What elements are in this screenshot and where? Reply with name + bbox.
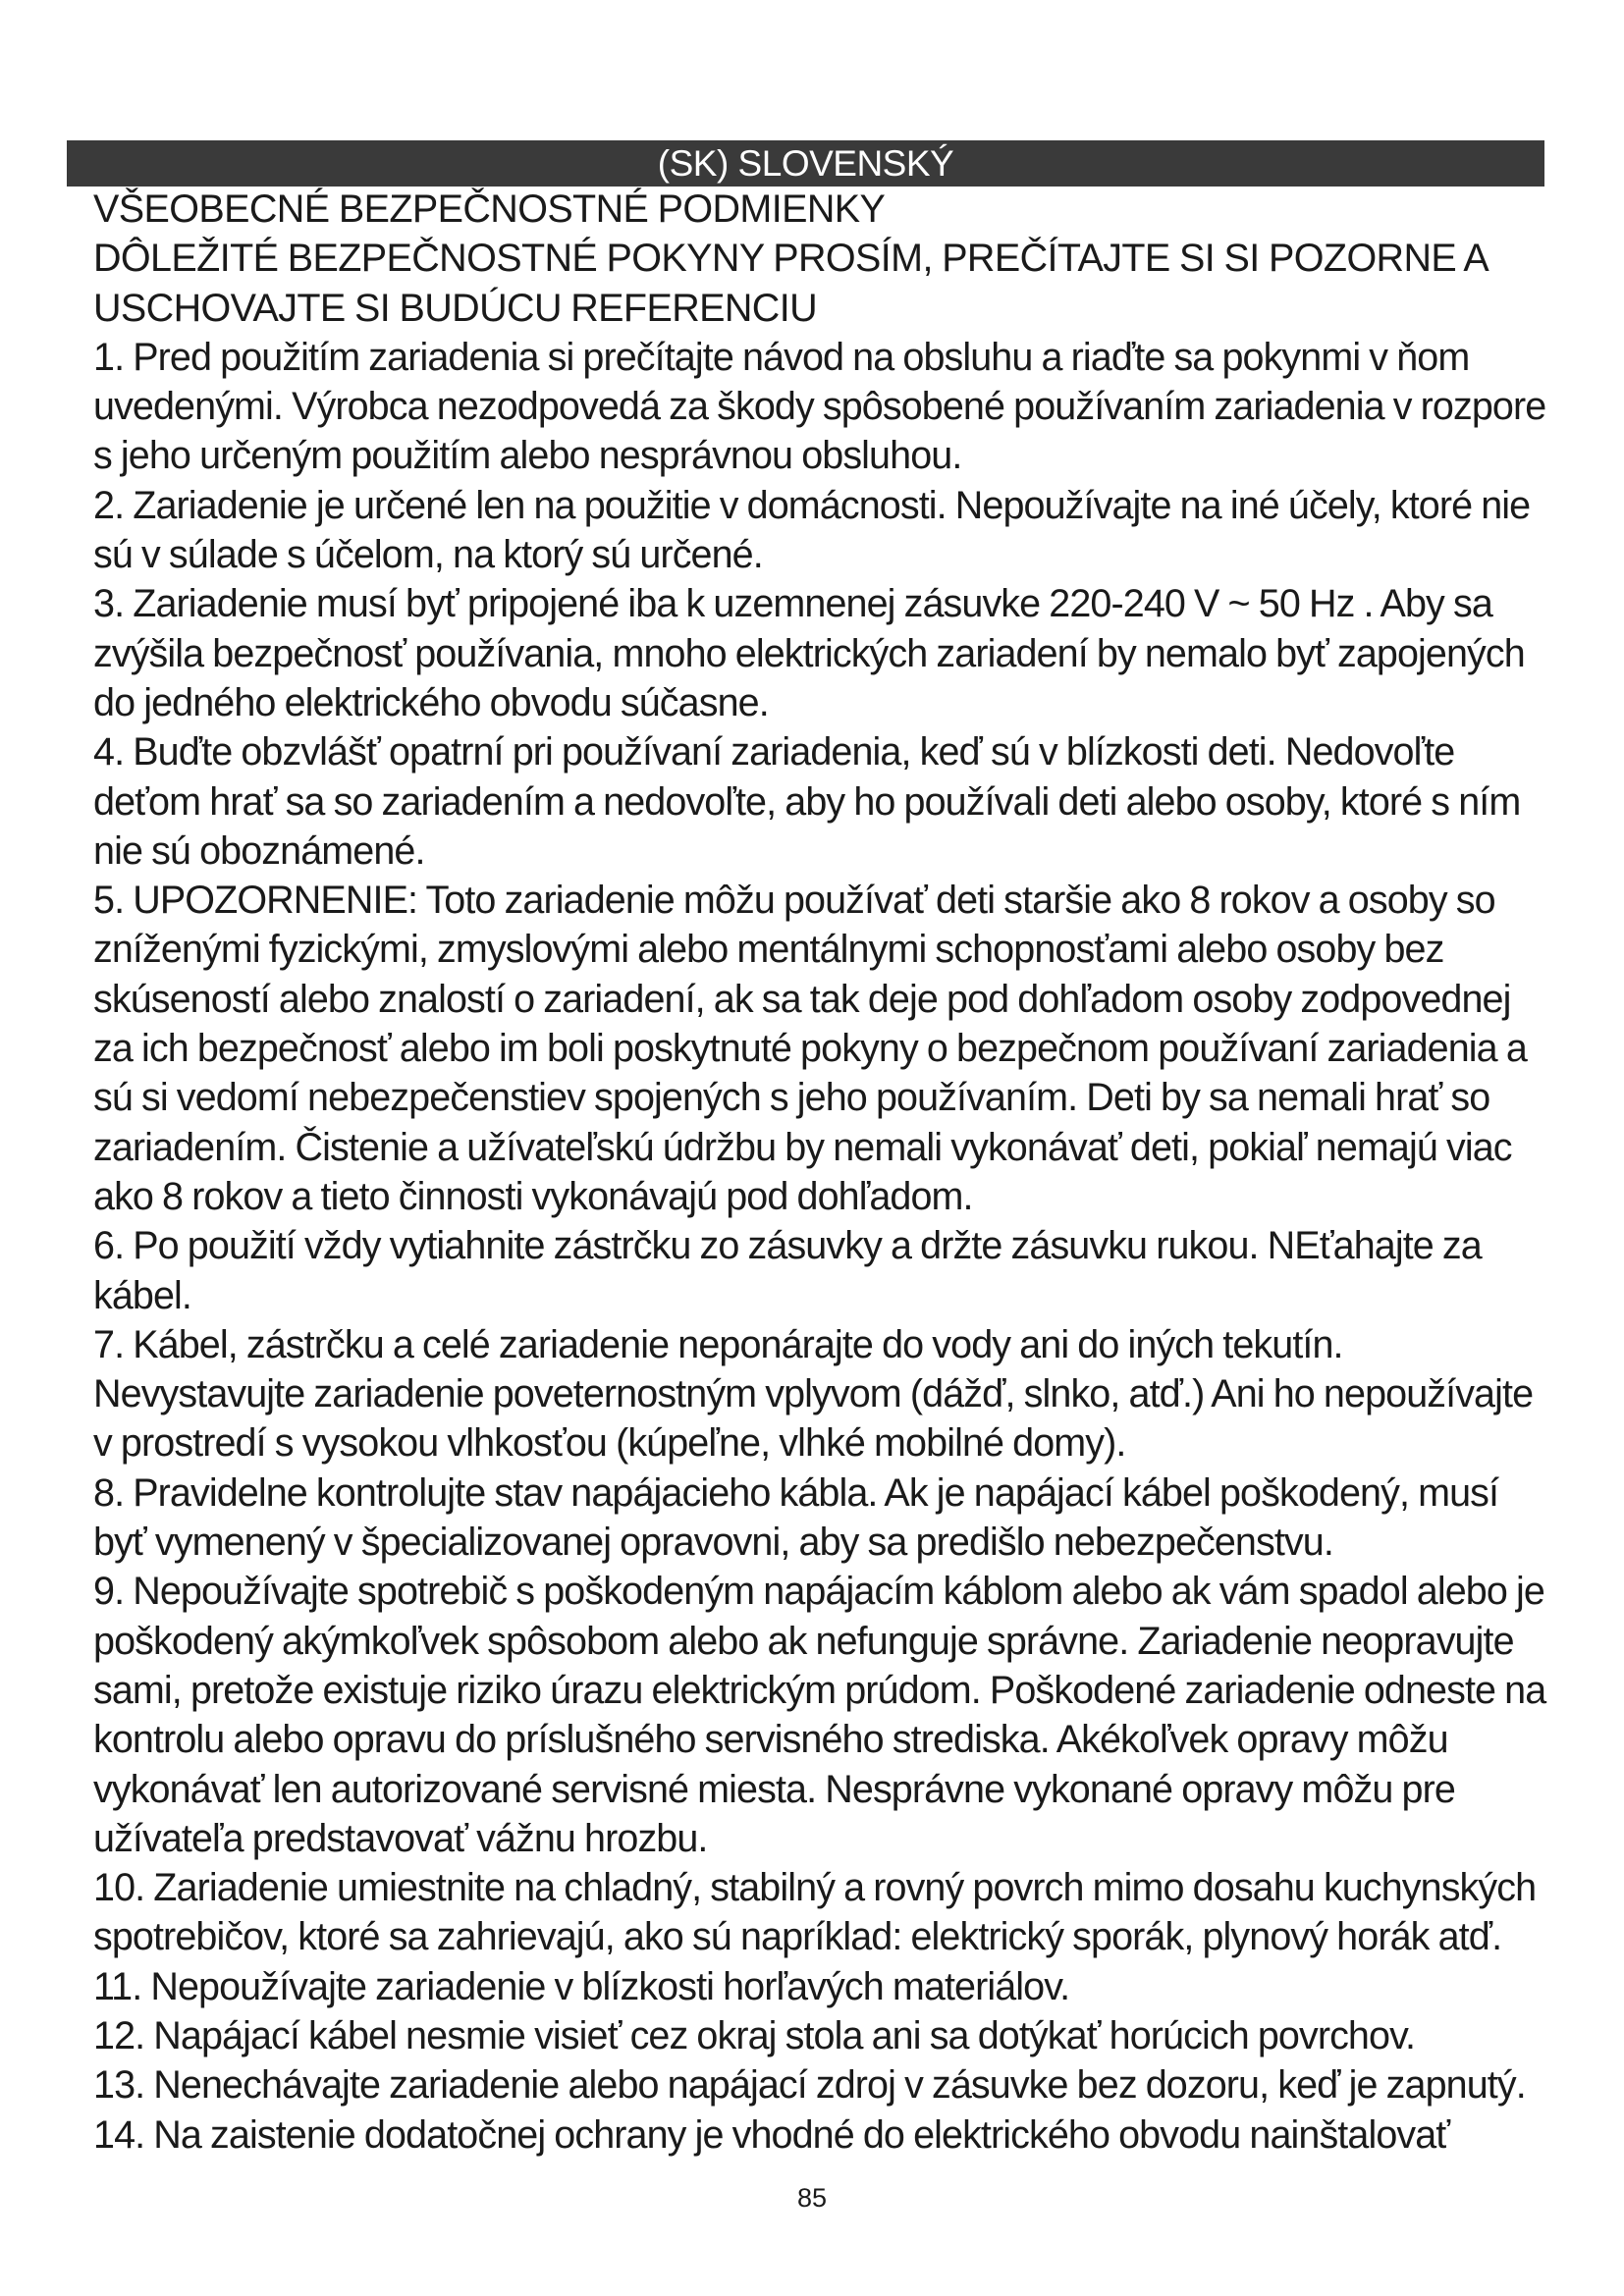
section-title: VŠEOBECNÉ BEZPEČNOSTNÉ PODMIENKY bbox=[93, 187, 886, 231]
language-header-bar bbox=[67, 140, 1544, 187]
language-header-title: (SK) SLOVENSKÝ bbox=[657, 143, 954, 184]
safety-item-2: 2. Zariadenie je určené len na použitie v domácnosti. Nepoužívajte na iné účely, ktoré nie sú v súlade s účelom, na ktorý sú určené. bbox=[93, 483, 1531, 577]
safety-item-11: 11. Nepoužívajte zariadenie v blízkosti horľavých materiálov. bbox=[93, 1964, 1070, 2008]
safety-item-3: 3. Zariadenie musí byť pripojené iba k uzemnenej zásuvke 220-240 V ~ 50 Hz . Aby sa zvýšila bezpečnosť používania, mnoho elektrických zariadení by nemalo byť zapojených do jedného elektrického obvodu súčasne. bbox=[93, 582, 1525, 724]
page-number: 85 bbox=[796, 2183, 828, 2213]
safety-item-4: 4. Buďte obzvlášť opatrní pri používaní zariadenia, keď sú v blízkosti deti. Nedovoľte deťom hrať sa so zariadením a nedovoľte, aby ho používali deti alebo osoby, ktoré s ním nie sú oboznámené. bbox=[93, 730, 1521, 873]
section-subtitle: DÔLEŽITÉ BEZPEČNOSTNÉ POKYNY PROSÍM, PREČÍTAJTE SI SI POZORNE A USCHOVAJTE SI BUDÚCU REFERENCIU bbox=[93, 237, 1487, 330]
safety-item-8: 8. Pravidelne kontrolujte stav napájacieho kábla. Ak je napájací kábel poškodený, musí byť vymenený v špecializovanej opravovni, aby sa predišlo nebezpečenstvu. bbox=[93, 1470, 1499, 1565]
safety-item-7: 7. Kábel, zástrčku a celé zariadenie neponárajte do vody ani do iných tekutín. Nevystavujte zariadenie poveternostným vplyvom (dážď, slnko, atď.) Ani ho nepoužívajte v prostredí s vysokou vlhkosťou (kúpeľne, vlhké mobilné domy). bbox=[93, 1322, 1534, 1466]
safety-item-10: 10. Zariadenie umiestnite na chladný, stabilný a rovný povrch mimo dosahu kuchynských spotrebičov, ktoré sa zahrievajú, ako sú napríklad: elektrický sporák, plynový horák atď. bbox=[93, 1866, 1537, 1959]
document-body bbox=[93, 185, 1546, 2160]
safety-item-13: 13. Nenechávajte zariadenie alebo napájací zdroj v zásuvke bez dozoru, keď je zapnutý. bbox=[93, 2063, 1526, 2108]
safety-item-9: 9. Nepoužívajte spotrebič s poškodeným napájacím káblom alebo ak vám spadol alebo je poškodený akýmkoľvek spôsobom alebo ak nefunguje správne. Zariadenie neopravujte sami, pretože existuje riziko úrazu elektrickým prúdom. Poškodené zariadenie odneste na kontrolu alebo opravu do príslušného servisného strediska. Akékoľvek opravy môžu vykonávať len autorizované servisné miesta. Nesprávne vykonané opravy môžu pre užívateľa predstavovať vážnu hrozbu. bbox=[93, 1570, 1546, 1860]
safety-item-1: 1. Pred použitím zariadenia si prečítajte návod na obsluhu a riaďte sa pokynmi v ňom uvedenými. Výrobca nezodpovedá za škody spôsobené používaním zariadenia v rozpore s jeho určeným použitím alebo nesprávnou obsluhou. bbox=[93, 335, 1546, 478]
safety-item-5: 5. UPOZORNENIE: Toto zariadenie môžu používať deti staršie ako 8 rokov a osoby so zníženými fyzickými, zmyslovými alebo mentálnymi schopnosťami alebo osoby bez skúseností alebo znalostí o zariadení, ak sa tak deje pod dohľadom osoby zodpovednej za ich bezpečnosť alebo im boli poskytnuté pokyny o bezpečnom používaní zariadenia a sú si vedomí nebezpečenstiev spojených s jeho používaním. Deti by sa nemali hrať so zariadením. Čistenie a užívateľskú údržbu by nemali vykonávať deti, pokiaľ nemajú viac ako 8 rokov a tieto činnosti vykonávajú pod dohľadom. bbox=[93, 879, 1527, 1218]
safety-item-6: 6. Po použití vždy vytiahnite zástrčku zo zásuvky a držte zásuvku rukou. NEťahajte za kábel. bbox=[93, 1224, 1482, 1317]
safety-item-12: 12. Napájací kábel nesmie visieť cez okraj stola ani sa dotýkať horúcich povrchov. bbox=[93, 2013, 1416, 2057]
safety-item-14: 14. Na zaistenie dodatočnej ochrany je vhodné do elektrického obvodu nainštalovať bbox=[93, 2112, 1450, 2157]
